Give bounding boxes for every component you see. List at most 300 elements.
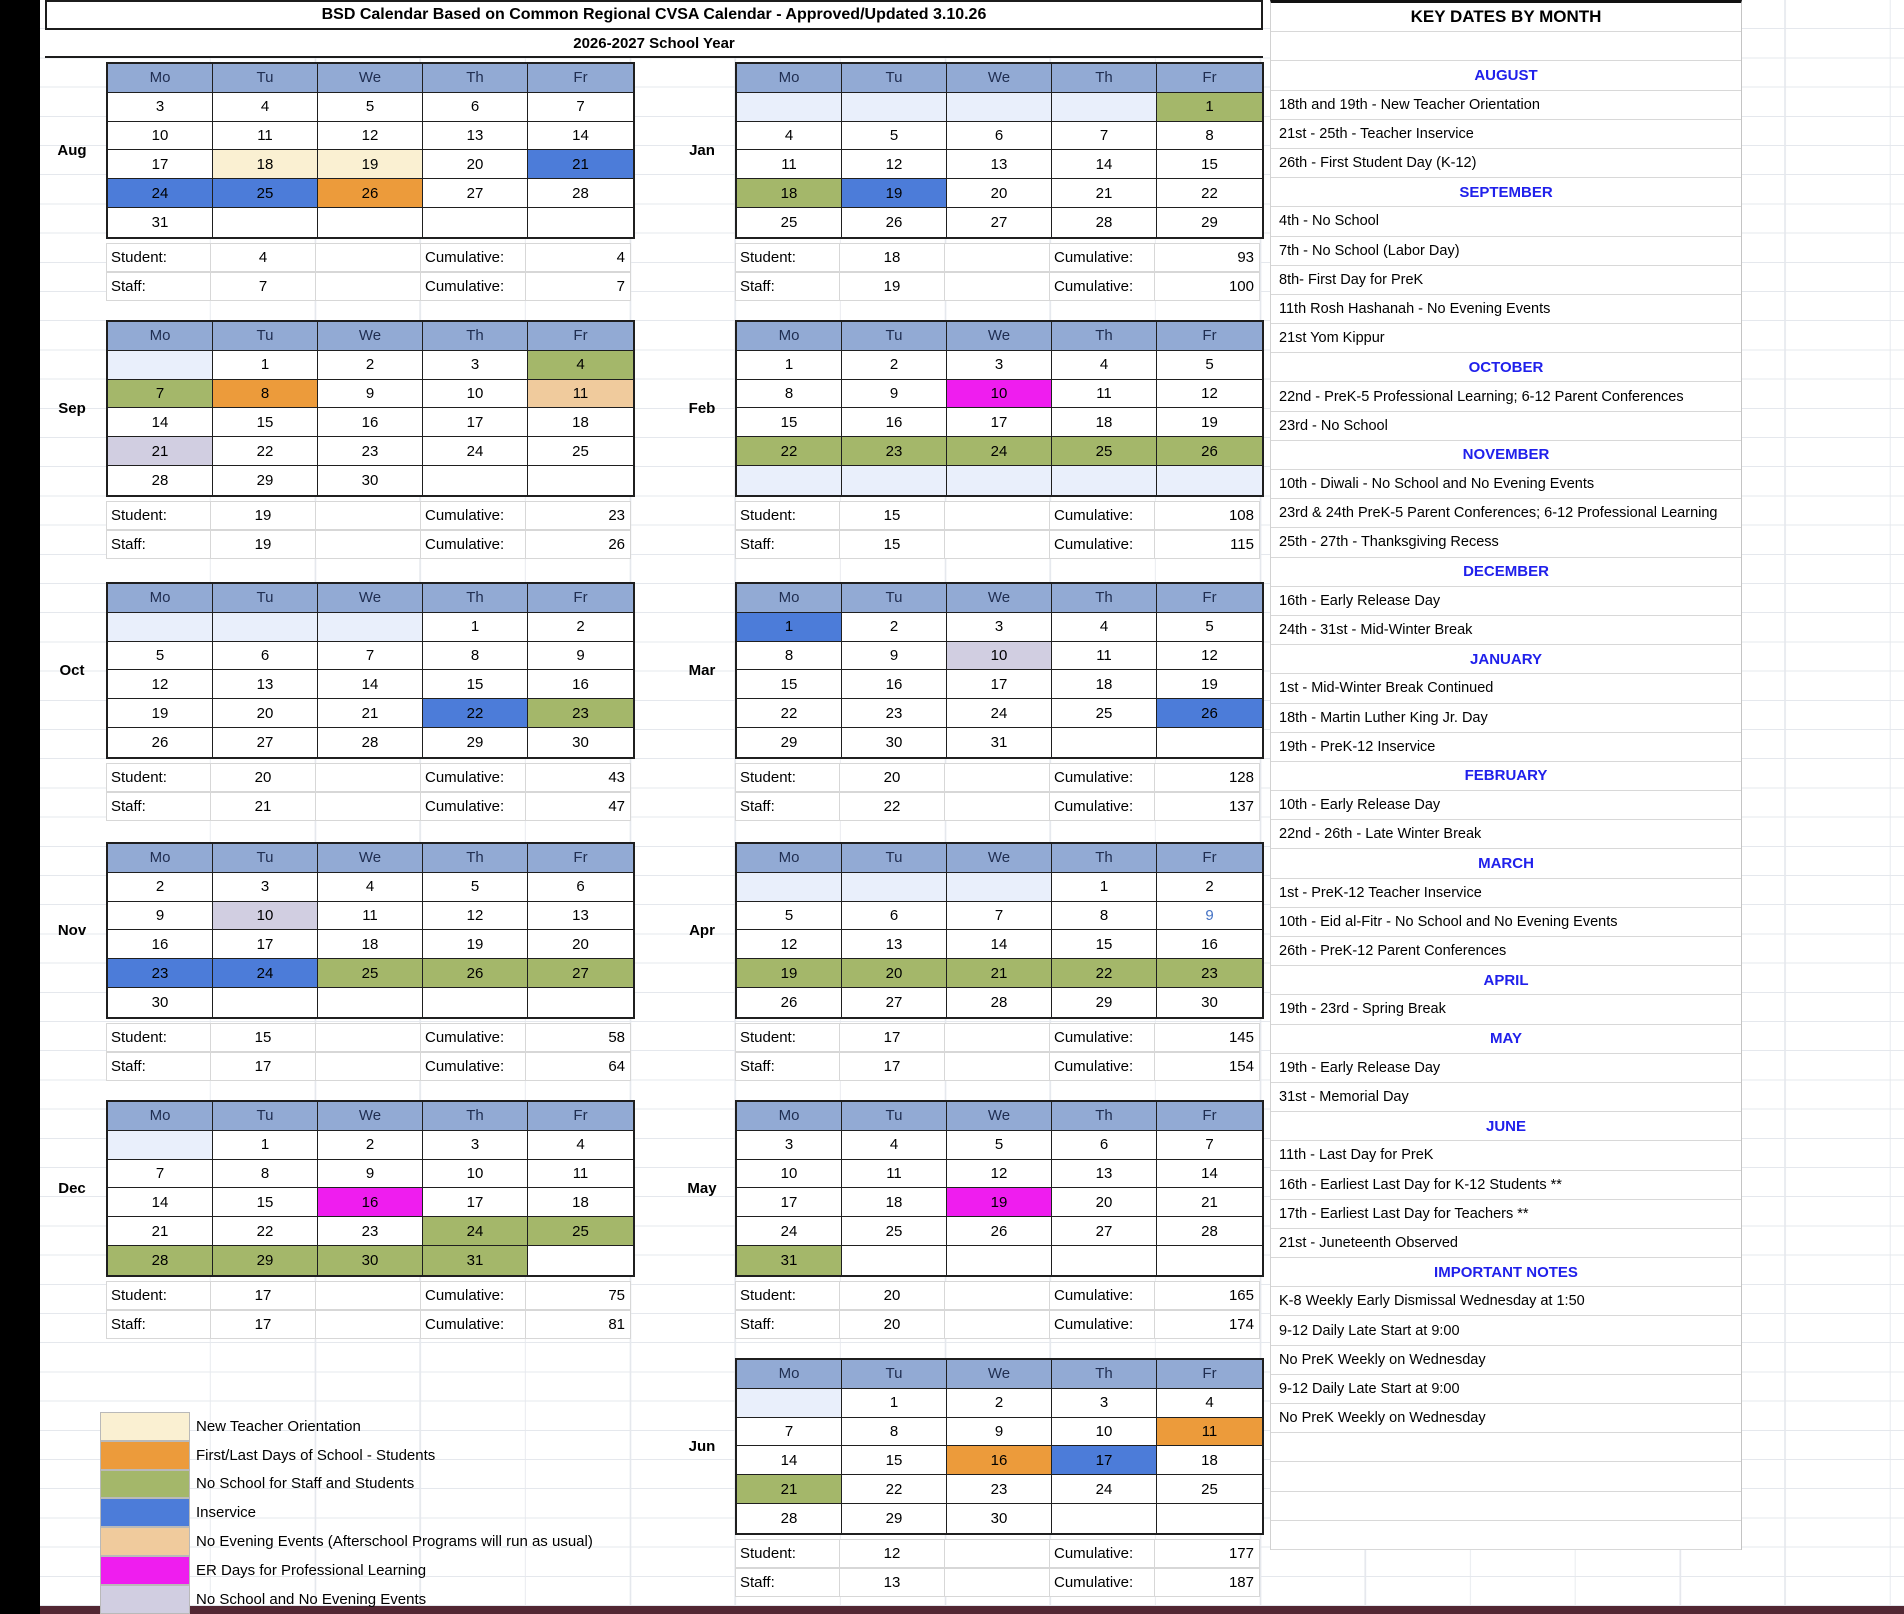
- day-cell[interactable]: 12: [737, 930, 842, 959]
- day-cell[interactable]: 3: [1052, 1389, 1157, 1418]
- day-cell[interactable]: 19: [423, 930, 528, 959]
- day-cell[interactable]: 17: [423, 408, 528, 437]
- day-cell[interactable]: 4: [1052, 351, 1157, 380]
- day-cell[interactable]: [737, 466, 842, 495]
- day-cell[interactable]: 14: [1052, 150, 1157, 179]
- day-cell[interactable]: [528, 988, 633, 1017]
- day-cell[interactable]: 8: [737, 380, 842, 409]
- day-cell[interactable]: 28: [108, 1246, 213, 1275]
- day-cell[interactable]: 15: [1052, 930, 1157, 959]
- day-cell[interactable]: 23: [842, 437, 947, 466]
- day-cell[interactable]: 23: [108, 959, 213, 988]
- day-cell[interactable]: 18: [213, 150, 318, 179]
- day-cell[interactable]: 20: [1052, 1188, 1157, 1217]
- day-cell[interactable]: 24: [1052, 1475, 1157, 1504]
- day-cell[interactable]: 30: [528, 728, 633, 757]
- day-cell[interactable]: 31: [423, 1246, 528, 1275]
- day-cell[interactable]: 27: [528, 959, 633, 988]
- weekday-header: Th: [423, 844, 528, 873]
- day-cell[interactable]: 13: [1052, 1160, 1157, 1189]
- day-cell[interactable]: [842, 1246, 947, 1275]
- day-cell[interactable]: 16: [528, 670, 633, 699]
- day-cell[interactable]: 25: [737, 208, 842, 237]
- day-cell[interactable]: 25: [842, 1217, 947, 1246]
- day-cell[interactable]: [737, 873, 842, 902]
- day-cell[interactable]: 14: [108, 408, 213, 437]
- day-cell[interactable]: 9: [318, 380, 423, 409]
- week-row: [108, 1188, 633, 1217]
- day-cell[interactable]: 26: [1157, 699, 1262, 728]
- staff-cumulative-count: 47: [526, 792, 631, 821]
- day-cell[interactable]: [947, 1246, 1052, 1275]
- day-cell[interactable]: 19: [947, 1188, 1052, 1217]
- day-cell[interactable]: 2: [528, 613, 633, 642]
- day-cell[interactable]: 16: [318, 1188, 423, 1217]
- day-cell[interactable]: 5: [1157, 613, 1262, 642]
- day-cell[interactable]: 16: [318, 408, 423, 437]
- day-cell[interactable]: 19: [1157, 408, 1262, 437]
- day-cell[interactable]: 30: [108, 988, 213, 1017]
- day-cell[interactable]: 8: [213, 380, 318, 409]
- day-cell[interactable]: 21: [737, 1475, 842, 1504]
- day-cell[interactable]: [213, 208, 318, 237]
- staff-count: 20: [840, 1310, 945, 1339]
- day-cell[interactable]: 29: [423, 728, 528, 757]
- day-cell[interactable]: [423, 466, 528, 495]
- day-cell[interactable]: 1: [1157, 93, 1262, 122]
- day-cell[interactable]: 24: [737, 1217, 842, 1246]
- day-cell[interactable]: 14: [108, 1188, 213, 1217]
- day-cell[interactable]: [423, 988, 528, 1017]
- day-cell[interactable]: [318, 208, 423, 237]
- day-cell[interactable]: 13: [842, 930, 947, 959]
- day-cell[interactable]: 1: [213, 1131, 318, 1160]
- day-cell[interactable]: 29: [1052, 988, 1157, 1017]
- day-cell[interactable]: 27: [842, 988, 947, 1017]
- day-cell[interactable]: 25: [213, 179, 318, 208]
- day-cell[interactable]: 1: [737, 613, 842, 642]
- day-cell[interactable]: 12: [947, 1160, 1052, 1189]
- day-cell[interactable]: 3: [423, 1131, 528, 1160]
- day-cell[interactable]: 11: [528, 380, 633, 409]
- day-cell[interactable]: 6: [528, 873, 633, 902]
- day-cell[interactable]: [1157, 728, 1262, 757]
- day-cell[interactable]: 20: [528, 930, 633, 959]
- day-cell[interactable]: 22: [213, 1217, 318, 1246]
- student-cumulative-count: 75: [526, 1281, 631, 1310]
- day-cell[interactable]: 26: [423, 959, 528, 988]
- day-cell[interactable]: [1052, 728, 1157, 757]
- day-cell[interactable]: 10: [947, 380, 1052, 409]
- day-cell[interactable]: 27: [213, 728, 318, 757]
- day-cell[interactable]: 22: [213, 437, 318, 466]
- week-row: [737, 1418, 1262, 1447]
- day-cell[interactable]: 29: [213, 1246, 318, 1275]
- day-cell[interactable]: 25: [528, 1217, 633, 1246]
- day-cell[interactable]: 7: [947, 902, 1052, 931]
- spacer-cell: [316, 1310, 421, 1339]
- day-cell[interactable]: 24: [108, 179, 213, 208]
- day-cell[interactable]: 23: [528, 699, 633, 728]
- day-cell[interactable]: 11: [318, 902, 423, 931]
- day-cell[interactable]: 2: [842, 613, 947, 642]
- day-cell[interactable]: 8: [1157, 122, 1262, 151]
- day-cell[interactable]: 13: [423, 122, 528, 151]
- day-cell[interactable]: 6: [213, 642, 318, 671]
- day-cell[interactable]: 13: [947, 150, 1052, 179]
- day-cell[interactable]: 7: [528, 93, 633, 122]
- day-cell[interactable]: [1052, 1246, 1157, 1275]
- weekday-header: Th: [423, 1102, 528, 1131]
- day-cell[interactable]: 10: [213, 902, 318, 931]
- day-cell[interactable]: 7: [1157, 1131, 1262, 1160]
- day-cell[interactable]: 5: [1157, 351, 1262, 380]
- day-cell[interactable]: [108, 613, 213, 642]
- day-cell[interactable]: 18: [737, 179, 842, 208]
- day-cell[interactable]: [842, 466, 947, 495]
- day-cell[interactable]: 28: [737, 1504, 842, 1533]
- day-cell[interactable]: [528, 208, 633, 237]
- staff-count: 21: [211, 792, 316, 821]
- day-cell[interactable]: 3: [213, 873, 318, 902]
- day-cell[interactable]: 10: [737, 1160, 842, 1189]
- day-cell[interactable]: [528, 466, 633, 495]
- day-cell[interactable]: 21: [528, 150, 633, 179]
- day-cell[interactable]: 11: [1157, 1418, 1262, 1447]
- day-cell[interactable]: 13: [213, 670, 318, 699]
- day-cell[interactable]: 4: [842, 1131, 947, 1160]
- day-cell[interactable]: 21: [1052, 179, 1157, 208]
- day-cell[interactable]: 10: [423, 380, 528, 409]
- student-count: 18: [840, 243, 945, 272]
- aug-staff-summary-row: [106, 272, 631, 301]
- day-cell[interactable]: 18: [528, 408, 633, 437]
- day-cell[interactable]: 28: [108, 466, 213, 495]
- day-cell[interactable]: 9: [1157, 902, 1262, 931]
- day-cell[interactable]: 10: [423, 1160, 528, 1189]
- day-cell[interactable]: 12: [108, 670, 213, 699]
- day-cell[interactable]: 22: [1052, 959, 1157, 988]
- day-cell[interactable]: 3: [737, 1131, 842, 1160]
- day-cell[interactable]: 14: [528, 122, 633, 151]
- day-cell[interactable]: [842, 873, 947, 902]
- day-cell[interactable]: 4: [528, 351, 633, 380]
- day-cell[interactable]: 7: [108, 1160, 213, 1189]
- day-cell[interactable]: 24: [213, 959, 318, 988]
- day-cell[interactable]: 9: [108, 902, 213, 931]
- day-cell[interactable]: 5: [108, 642, 213, 671]
- day-cell[interactable]: [947, 466, 1052, 495]
- day-cell[interactable]: 29: [1157, 208, 1262, 237]
- weekday-header: We: [318, 584, 423, 613]
- day-cell[interactable]: 24: [423, 1217, 528, 1246]
- day-cell[interactable]: 14: [318, 670, 423, 699]
- day-cell[interactable]: 17: [1052, 1446, 1157, 1475]
- day-cell[interactable]: 8: [423, 642, 528, 671]
- day-cell[interactable]: 19: [842, 179, 947, 208]
- day-cell[interactable]: 23: [318, 1217, 423, 1246]
- day-cell[interactable]: 9: [842, 642, 947, 671]
- day-cell[interactable]: 15: [213, 1188, 318, 1217]
- day-cell[interactable]: 21: [1157, 1188, 1262, 1217]
- day-cell[interactable]: 12: [842, 150, 947, 179]
- day-cell[interactable]: 11: [737, 150, 842, 179]
- day-cell[interactable]: 22: [737, 699, 842, 728]
- day-cell[interactable]: 30: [1157, 988, 1262, 1017]
- day-cell[interactable]: 6: [423, 93, 528, 122]
- day-cell[interactable]: 18: [842, 1188, 947, 1217]
- day-cell[interactable]: 19: [737, 959, 842, 988]
- day-cell[interactable]: 15: [737, 408, 842, 437]
- day-cell[interactable]: 28: [1052, 208, 1157, 237]
- day-cell[interactable]: 8: [1052, 902, 1157, 931]
- day-cell[interactable]: 15: [1157, 150, 1262, 179]
- day-cell[interactable]: 26: [737, 988, 842, 1017]
- weekday-header: Fr: [528, 64, 633, 93]
- day-cell[interactable]: 28: [528, 179, 633, 208]
- day-cell[interactable]: 11: [1052, 380, 1157, 409]
- day-cell[interactable]: 17: [947, 670, 1052, 699]
- student-cumulative-count: 165: [1155, 1281, 1260, 1310]
- day-cell[interactable]: [108, 1131, 213, 1160]
- weekday-header: Fr: [1157, 64, 1262, 93]
- day-cell[interactable]: 25: [1052, 699, 1157, 728]
- day-cell[interactable]: 26: [1157, 437, 1262, 466]
- day-cell[interactable]: 5: [423, 873, 528, 902]
- day-cell[interactable]: 6: [1052, 1131, 1157, 1160]
- day-cell[interactable]: 1: [1052, 873, 1157, 902]
- week-row: [737, 613, 1262, 642]
- day-cell[interactable]: 14: [737, 1446, 842, 1475]
- day-cell[interactable]: [1157, 1504, 1262, 1533]
- day-cell[interactable]: 21: [947, 959, 1052, 988]
- day-cell[interactable]: 19: [318, 150, 423, 179]
- day-cell[interactable]: 1: [842, 1389, 947, 1418]
- day-cell[interactable]: 18: [1052, 408, 1157, 437]
- day-cell[interactable]: 17: [737, 1188, 842, 1217]
- day-cell[interactable]: 16: [842, 670, 947, 699]
- day-cell[interactable]: 25: [1157, 1475, 1262, 1504]
- key-date-item: 7th - No School (Labor Day): [1271, 237, 1741, 266]
- day-cell[interactable]: 4: [528, 1131, 633, 1160]
- day-cell[interactable]: 5: [842, 122, 947, 151]
- day-cell[interactable]: 1: [737, 351, 842, 380]
- day-cell[interactable]: 5: [737, 902, 842, 931]
- week-row: [108, 466, 633, 495]
- day-cell[interactable]: 2: [318, 351, 423, 380]
- day-cell[interactable]: 4: [1052, 613, 1157, 642]
- day-cell[interactable]: 24: [947, 437, 1052, 466]
- day-cell[interactable]: 22: [423, 699, 528, 728]
- week-row: [737, 699, 1262, 728]
- day-cell[interactable]: 9: [842, 380, 947, 409]
- day-cell[interactable]: [737, 93, 842, 122]
- day-cell[interactable]: 6: [842, 902, 947, 931]
- day-cell[interactable]: 7: [108, 380, 213, 409]
- day-cell[interactable]: 31: [108, 208, 213, 237]
- day-cell[interactable]: 17: [108, 150, 213, 179]
- day-cell[interactable]: 18: [1052, 670, 1157, 699]
- day-cell[interactable]: 10: [108, 122, 213, 151]
- day-cell[interactable]: 11: [842, 1160, 947, 1189]
- cumulative-label: Cumulative:: [421, 243, 526, 272]
- day-cell[interactable]: [1052, 1504, 1157, 1533]
- day-cell[interactable]: 29: [737, 728, 842, 757]
- day-cell[interactable]: 26: [947, 1217, 1052, 1246]
- day-cell[interactable]: 27: [423, 179, 528, 208]
- day-cell[interactable]: 30: [842, 728, 947, 757]
- day-cell[interactable]: [528, 1246, 633, 1275]
- day-cell[interactable]: 28: [1157, 1217, 1262, 1246]
- staff-label: Staff:: [106, 1052, 211, 1081]
- day-cell[interactable]: 12: [423, 902, 528, 931]
- day-cell[interactable]: 17: [213, 930, 318, 959]
- day-cell[interactable]: 27: [1052, 1217, 1157, 1246]
- day-cell[interactable]: 17: [423, 1188, 528, 1217]
- day-cell[interactable]: 8: [213, 1160, 318, 1189]
- day-cell[interactable]: 28: [947, 988, 1052, 1017]
- day-cell[interactable]: [947, 93, 1052, 122]
- day-cell[interactable]: 26: [108, 728, 213, 757]
- day-cell[interactable]: [947, 873, 1052, 902]
- day-cell[interactable]: 30: [318, 466, 423, 495]
- day-cell[interactable]: 14: [1157, 1160, 1262, 1189]
- day-cell[interactable]: 15: [213, 408, 318, 437]
- day-cell[interactable]: 26: [318, 179, 423, 208]
- day-cell[interactable]: 23: [1157, 959, 1262, 988]
- day-cell[interactable]: [842, 93, 947, 122]
- day-cell[interactable]: 28: [318, 728, 423, 757]
- cumulative-label: Cumulative:: [1050, 763, 1155, 792]
- spacer-cell: [945, 763, 1050, 792]
- day-cell[interactable]: 4: [1157, 1389, 1262, 1418]
- day-cell[interactable]: 3: [108, 93, 213, 122]
- day-cell[interactable]: [108, 351, 213, 380]
- day-cell[interactable]: 9: [947, 1418, 1052, 1447]
- day-cell[interactable]: 4: [213, 93, 318, 122]
- day-cell[interactable]: 20: [842, 959, 947, 988]
- day-cell[interactable]: 7: [1052, 122, 1157, 151]
- day-cell[interactable]: 2: [108, 873, 213, 902]
- day-cell[interactable]: 18: [528, 1188, 633, 1217]
- day-cell[interactable]: 25: [1052, 437, 1157, 466]
- day-cell[interactable]: 20: [213, 699, 318, 728]
- day-cell[interactable]: 14: [947, 930, 1052, 959]
- day-cell[interactable]: 1: [423, 613, 528, 642]
- day-cell[interactable]: 8: [737, 642, 842, 671]
- day-cell[interactable]: 5: [947, 1131, 1052, 1160]
- day-cell[interactable]: [737, 1389, 842, 1418]
- day-cell[interactable]: 22: [1157, 179, 1262, 208]
- day-cell[interactable]: [213, 988, 318, 1017]
- day-cell[interactable]: 15: [737, 670, 842, 699]
- day-cell[interactable]: [1157, 466, 1262, 495]
- day-cell[interactable]: 18: [1157, 1446, 1262, 1475]
- day-cell[interactable]: 30: [947, 1504, 1052, 1533]
- day-cell[interactable]: 21: [108, 1217, 213, 1246]
- day-cell[interactable]: 9: [528, 642, 633, 671]
- day-cell[interactable]: 23: [318, 437, 423, 466]
- day-cell[interactable]: 21: [108, 437, 213, 466]
- day-cell[interactable]: 9: [318, 1160, 423, 1189]
- day-cell[interactable]: 31: [737, 1246, 842, 1275]
- day-cell[interactable]: 20: [947, 179, 1052, 208]
- day-cell[interactable]: 3: [423, 351, 528, 380]
- day-cell[interactable]: 31: [947, 728, 1052, 757]
- day-cell[interactable]: [318, 988, 423, 1017]
- day-cell[interactable]: 7: [737, 1418, 842, 1447]
- day-cell[interactable]: 21: [318, 699, 423, 728]
- day-cell[interactable]: 16: [108, 930, 213, 959]
- day-cell[interactable]: 2: [947, 1389, 1052, 1418]
- day-cell[interactable]: 29: [842, 1504, 947, 1533]
- day-cell[interactable]: 16: [842, 408, 947, 437]
- day-cell[interactable]: 13: [528, 902, 633, 931]
- day-cell[interactable]: 10: [1052, 1418, 1157, 1447]
- day-cell[interactable]: 29: [213, 466, 318, 495]
- day-cell[interactable]: [423, 208, 528, 237]
- day-cell[interactable]: 23: [947, 1475, 1052, 1504]
- day-cell[interactable]: 16: [947, 1446, 1052, 1475]
- day-cell[interactable]: 22: [842, 1475, 947, 1504]
- day-cell[interactable]: 4: [318, 873, 423, 902]
- day-cell[interactable]: 17: [947, 408, 1052, 437]
- day-cell[interactable]: 27: [947, 208, 1052, 237]
- day-cell[interactable]: 12: [318, 122, 423, 151]
- day-cell[interactable]: 2: [318, 1131, 423, 1160]
- day-cell[interactable]: 15: [842, 1446, 947, 1475]
- day-cell[interactable]: 25: [318, 959, 423, 988]
- day-cell[interactable]: 24: [423, 437, 528, 466]
- day-cell[interactable]: 1: [213, 351, 318, 380]
- day-cell[interactable]: 3: [947, 613, 1052, 642]
- day-cell[interactable]: 11: [528, 1160, 633, 1189]
- day-cell[interactable]: 18: [318, 930, 423, 959]
- day-cell[interactable]: 22: [737, 437, 842, 466]
- day-cell[interactable]: 23: [842, 699, 947, 728]
- day-cell[interactable]: 24: [947, 699, 1052, 728]
- day-cell[interactable]: 12: [1157, 642, 1262, 671]
- day-cell[interactable]: 19: [1157, 670, 1262, 699]
- day-cell[interactable]: 11: [213, 122, 318, 151]
- day-cell[interactable]: 7: [318, 642, 423, 671]
- day-cell[interactable]: 6: [947, 122, 1052, 151]
- day-cell[interactable]: [1052, 93, 1157, 122]
- day-cell[interactable]: 12: [1157, 380, 1262, 409]
- day-cell[interactable]: 2: [842, 351, 947, 380]
- day-cell[interactable]: 25: [528, 437, 633, 466]
- day-cell[interactable]: 20: [423, 150, 528, 179]
- day-cell[interactable]: 10: [947, 642, 1052, 671]
- day-cell[interactable]: 2: [1157, 873, 1262, 902]
- day-cell[interactable]: 19: [108, 699, 213, 728]
- day-cell[interactable]: 16: [1157, 930, 1262, 959]
- student-label: Student:: [735, 1023, 840, 1052]
- day-cell[interactable]: 3: [947, 351, 1052, 380]
- day-cell[interactable]: 26: [842, 208, 947, 237]
- day-cell[interactable]: 8: [842, 1418, 947, 1447]
- day-cell[interactable]: [1157, 1246, 1262, 1275]
- day-cell[interactable]: 5: [318, 93, 423, 122]
- day-cell[interactable]: 15: [423, 670, 528, 699]
- day-cell[interactable]: 30: [318, 1246, 423, 1275]
- day-cell[interactable]: [318, 613, 423, 642]
- week-row: [108, 1217, 633, 1246]
- day-cell[interactable]: 11: [1052, 642, 1157, 671]
- day-cell[interactable]: [1052, 466, 1157, 495]
- day-cell[interactable]: [213, 613, 318, 642]
- day-cell[interactable]: 4: [737, 122, 842, 151]
